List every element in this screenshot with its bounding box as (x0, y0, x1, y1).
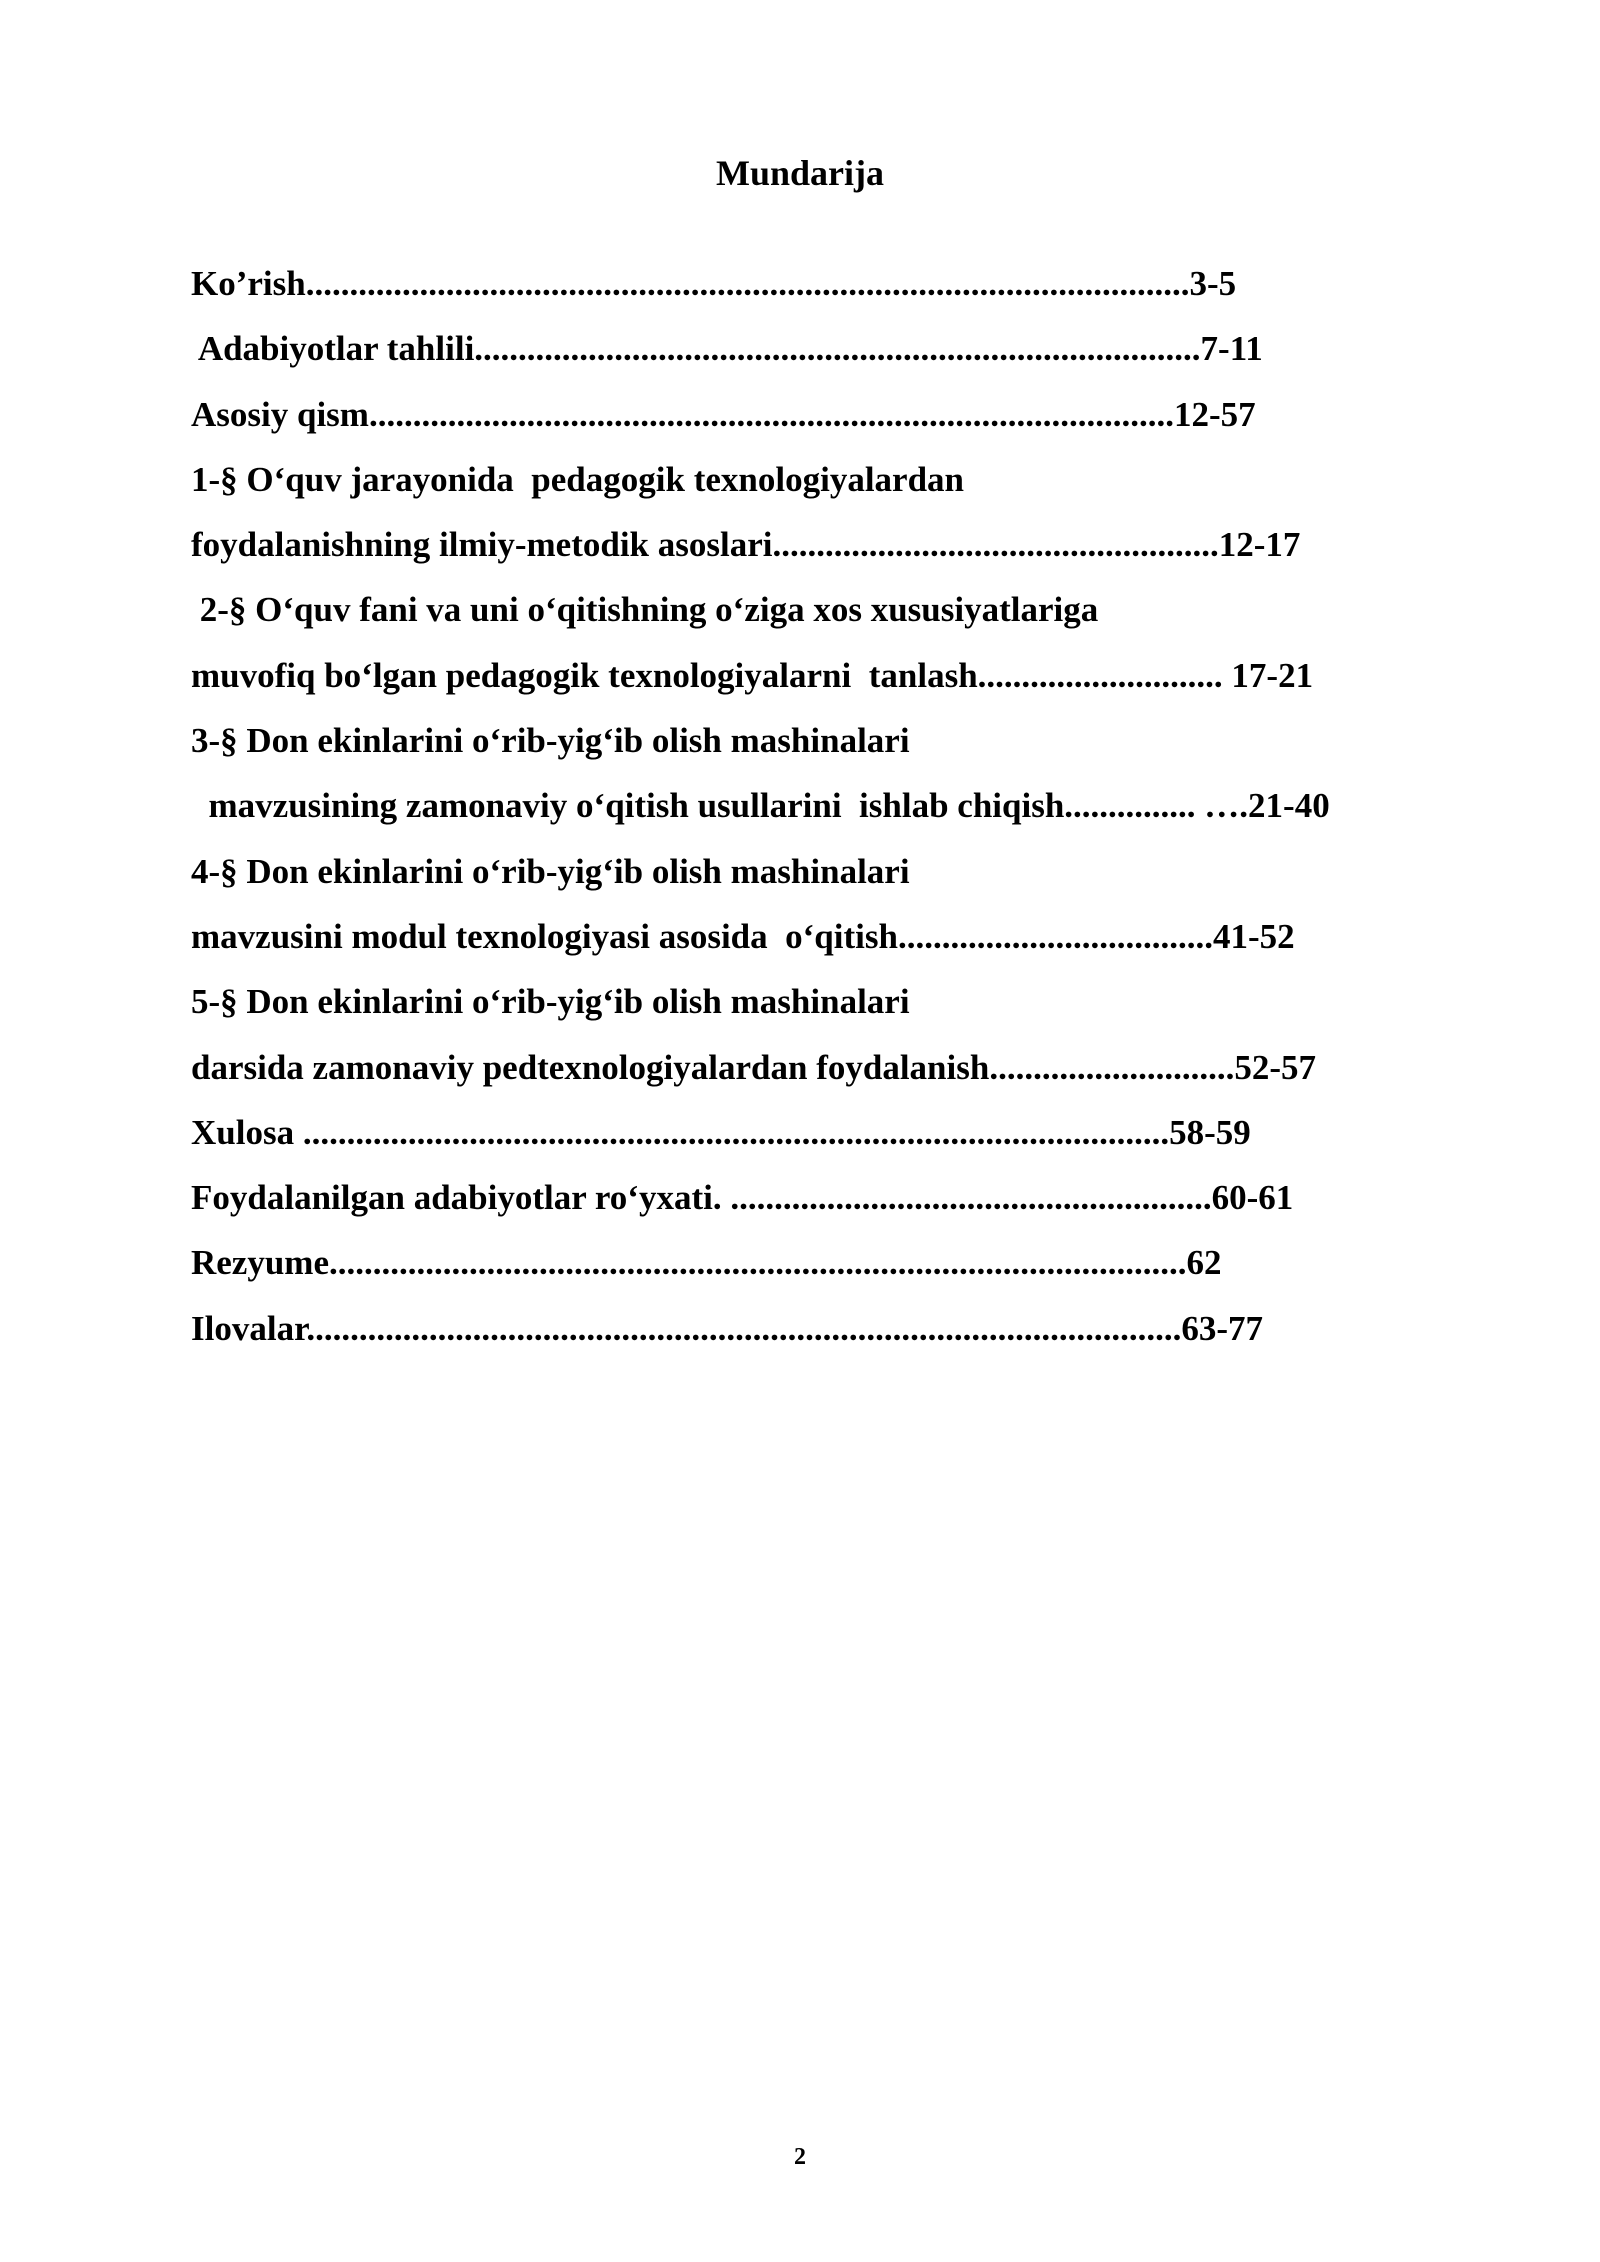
toc-line-section-3-pages: mavzusining zamonaviy o‘qitish usullarini ishlab chiqish............... ….21-40 (191, 786, 1330, 826)
toc-line-appendices: Ilovalar....................................................................................................63-77 (191, 1308, 1264, 1348)
toc-line-literature-review: Adabiyotlar tahlili...................................................................................7-11 (191, 329, 1263, 369)
toc-line-section-4-pages: mavzusini modul texnologiyasi asosida o‘qitish....................................41-52 (191, 916, 1295, 956)
toc-line-section-4-title: 4-§ Don ekinlarini o‘rib-yig‘ib olish mashinalari (191, 851, 910, 891)
toc-title: Mundarija (715, 153, 884, 193)
toc-line-section-3-title: 3-§ Don ekinlarini o‘rib-yig‘ib olish mashinalari (191, 721, 910, 761)
toc-line-references: Foydalanilgan adabiyotlar ro‘yxati. .......................................................60-61 (191, 1178, 1294, 1218)
toc-line-introduction: Ko’rish.....................................................................................................3-5 (191, 264, 1237, 303)
toc-line-section-5-title: 5-§ Don ekinlarini o‘rib-yig‘ib olish mashinalari (191, 982, 910, 1022)
page-number: 2 (794, 2144, 806, 2170)
toc-line-summary: Rezyume..................................................................................................62 (191, 1243, 1222, 1283)
toc-line-main-part: Asosiy qism............................................................................................12-57 (191, 394, 1256, 434)
toc-line-section-2-title: 2-§ O‘quv fani va uni o‘qitishning o‘ziga xos xususiyatlariga (191, 590, 1099, 630)
toc-line-section-1-pages: foydalanishning ilmiy-metodik asoslari...................................................12-17 (191, 525, 1301, 565)
toc-line-section-5-pages: darsida zamonaviy pedtexnologiyalardan foydalanish............................52-57 (191, 1047, 1316, 1087)
toc-line-section-2-pages: muvofiq bo‘lgan pedagogik texnologiyalarni tanlash............................ 17-21 (191, 655, 1314, 695)
table-of-contents (191, 259, 1451, 1369)
toc-line-conclusion: Xulosa ...................................................................................................58-59 (191, 1112, 1251, 1152)
toc-line-section-1-title: 1-§ O‘quv jarayonida pedagogik texnologiyalardan (191, 459, 965, 499)
